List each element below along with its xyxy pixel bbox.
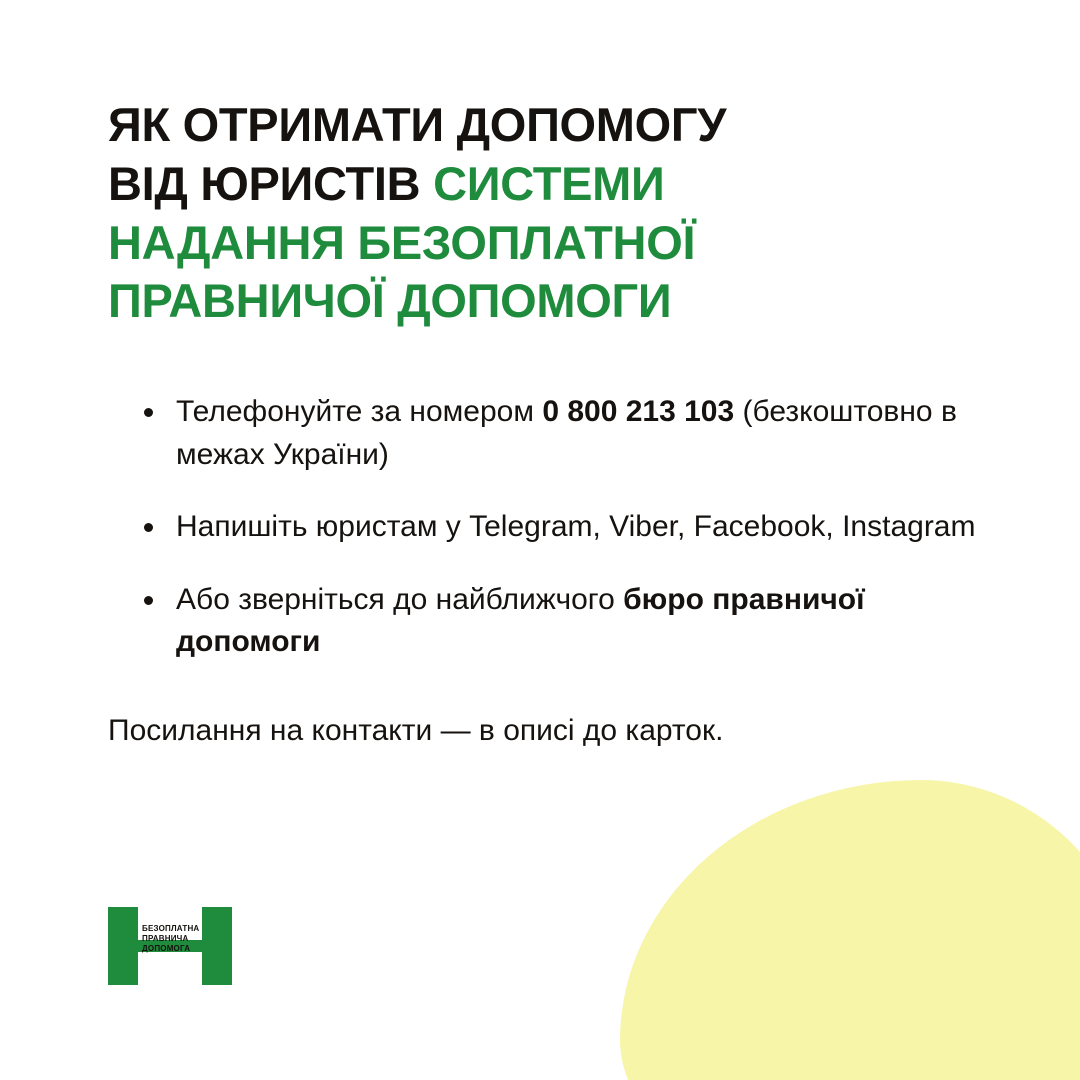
bullet-phone-number: 0 800 213 103 — [542, 395, 735, 428]
bullet-text-before: Або зверніться до найближчого — [176, 582, 624, 616]
bullet-bold: бюро правничої допомоги — [176, 582, 865, 659]
decorative-blob — [620, 780, 1080, 1080]
logo-line-3: ДОПОМОГА — [142, 943, 191, 953]
bullet-text-before: Телефонуйте за номером — [176, 395, 543, 428]
list-item — [140, 506, 980, 549]
bullet-text-before: Напишіть юристам у Telegram, Viber, Facebook, Instagram — [176, 510, 976, 544]
logo-wordmark — [142, 924, 204, 953]
list-item — [140, 391, 980, 476]
bullet-text-after: (безкоштовно в межах України) — [176, 395, 957, 471]
logo-free-legal-aid — [108, 907, 232, 985]
title-line-2-black: ВІД ЮРИСТІВ — [108, 156, 434, 210]
footer-note: Посилання на контакти — в описі до карток. — [108, 713, 724, 747]
title-line-3: НАДАННЯ БЕЗОПЛАТНОЇ — [108, 215, 696, 269]
bullet-list — [108, 391, 980, 664]
page-title — [108, 96, 868, 331]
logo-line-1: БЕЗОПЛАТНА — [142, 924, 200, 933]
logo-line-2: ПРАВНИЧА — [142, 933, 189, 943]
title-line-4: ПРАВНИЧОЇ ДОПОМОГИ — [108, 274, 672, 328]
list-item — [140, 579, 980, 664]
title-line-2-green: СИСТЕМИ — [433, 156, 665, 210]
title-line-1: ЯК ОТРИМАТИ ДОПОМОГУ — [108, 98, 727, 151]
